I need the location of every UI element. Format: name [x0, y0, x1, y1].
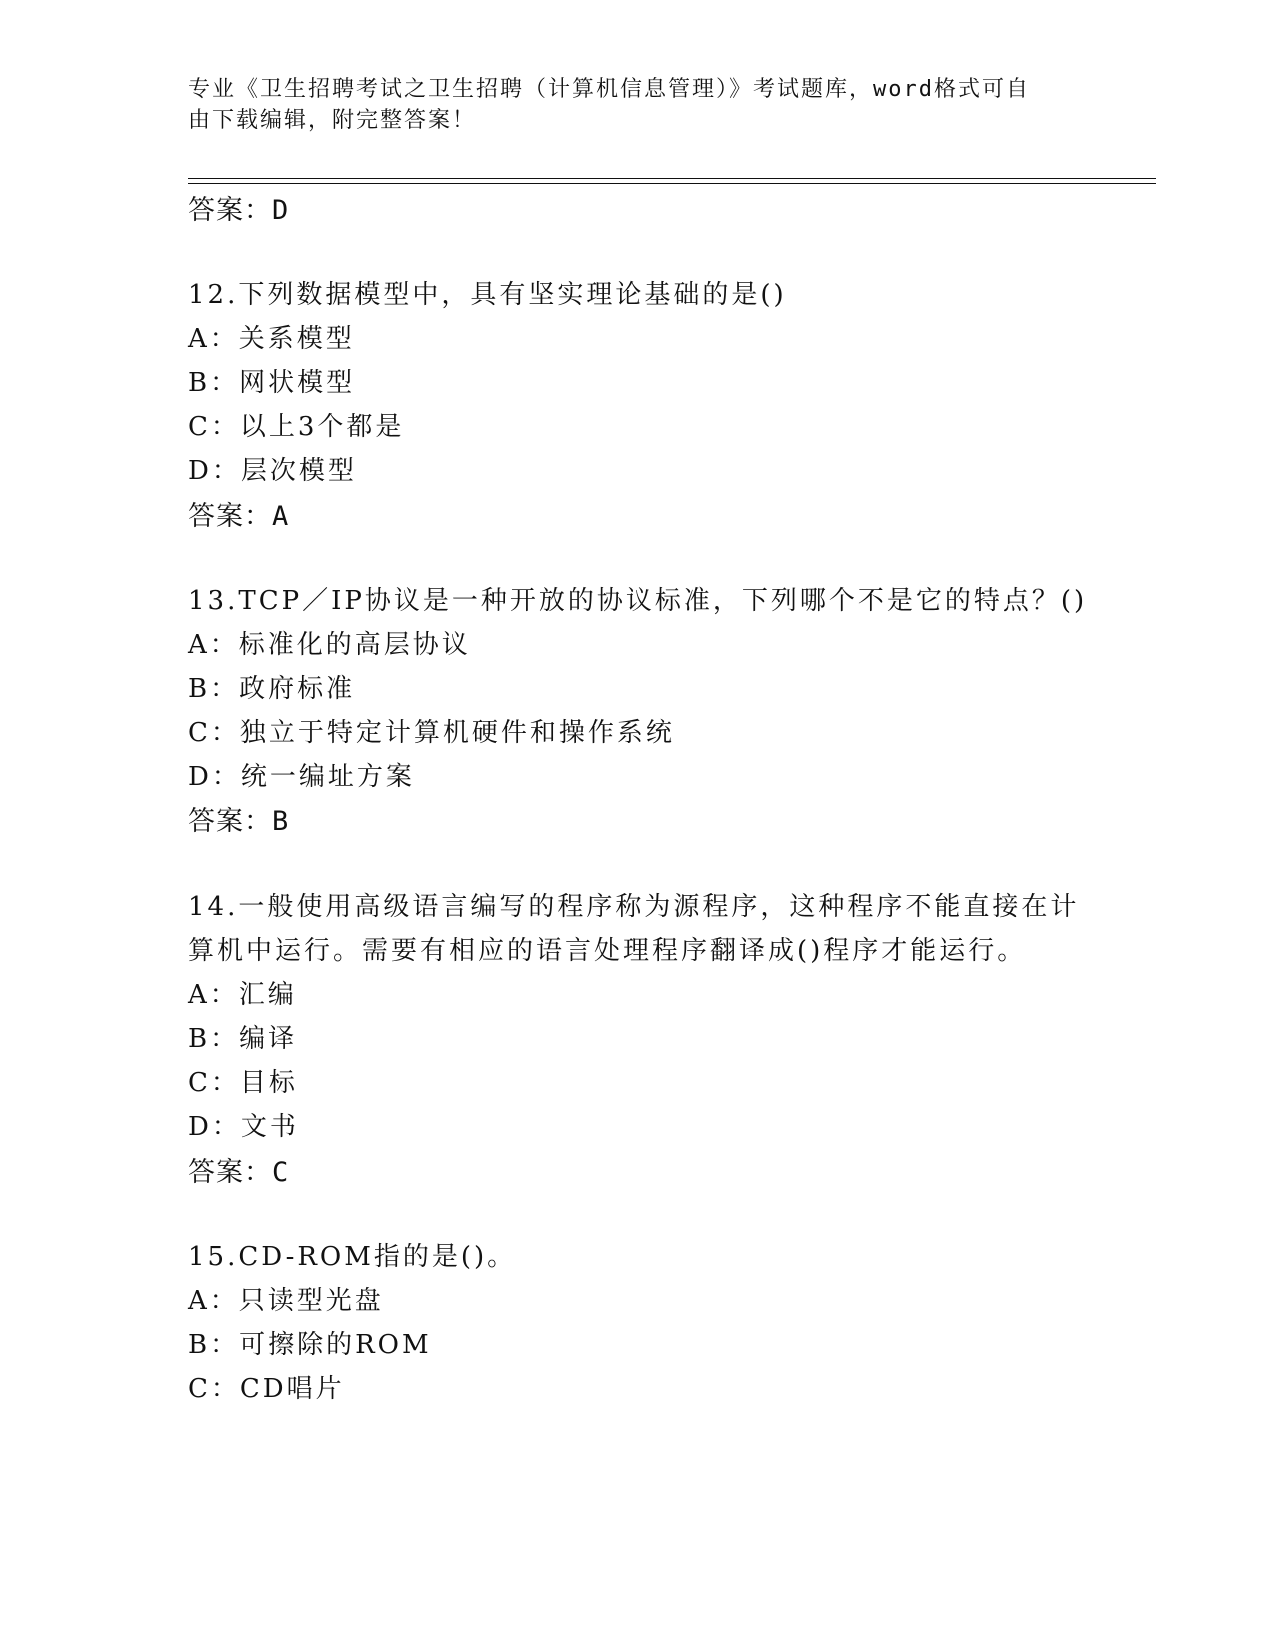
answer-line: 答案：B: [188, 806, 290, 837]
option-b: B：可擦除的ROM: [188, 1330, 432, 1360]
answer-line: 答案：D: [188, 195, 290, 226]
question-stem: 14.一般使用高级语言编写的程序称为源程序，这种程序不能直接在计: [188, 892, 1080, 922]
header-divider-top: [188, 178, 1156, 179]
question-stem: 12.下列数据模型中，具有坚实理论基础的是(): [188, 280, 787, 310]
option-b: B：编译: [188, 1024, 298, 1054]
option-c: C：独立于特定计算机硬件和操作系统: [188, 718, 675, 748]
option-b: B：政府标准: [188, 674, 356, 704]
option-b: B：网状模型: [188, 368, 356, 398]
option-a: A：汇编: [188, 980, 297, 1010]
option-a: A：标准化的高层协议: [188, 630, 471, 660]
header-line-2: 由下载编辑，附完整答案！: [188, 108, 477, 133]
option-a: A：关系模型: [188, 324, 355, 354]
option-d: D：统一编址方案: [188, 762, 415, 792]
header-line-1: 专业《卫生招聘考试之卫生招聘（计算机信息管理）》考试题库，word格式可自: [188, 77, 1030, 102]
option-c: C：以上3个都是: [188, 412, 405, 442]
question-stem: 15.CD-ROM指的是()。: [188, 1242, 517, 1272]
header-divider-bottom: [188, 183, 1156, 184]
option-c: C：目标: [188, 1068, 298, 1098]
document-header: [188, 74, 1068, 136]
question-stem: 13.TCP／IP协议是一种开放的协议标准，下列哪个不是它的特点？(): [188, 586, 1088, 616]
question-stem-continued: 算机中运行。需要有相应的语言处理程序翻译成()程序才能运行。: [188, 936, 1027, 966]
answer-line: 答案：A: [188, 501, 290, 532]
option-c: C：CD唱片: [188, 1374, 345, 1404]
answer-line: 答案：C: [188, 1157, 290, 1188]
option-d: D：层次模型: [188, 456, 357, 486]
option-d: D：文书: [188, 1112, 299, 1142]
option-a: A：只读型光盘: [188, 1286, 384, 1316]
